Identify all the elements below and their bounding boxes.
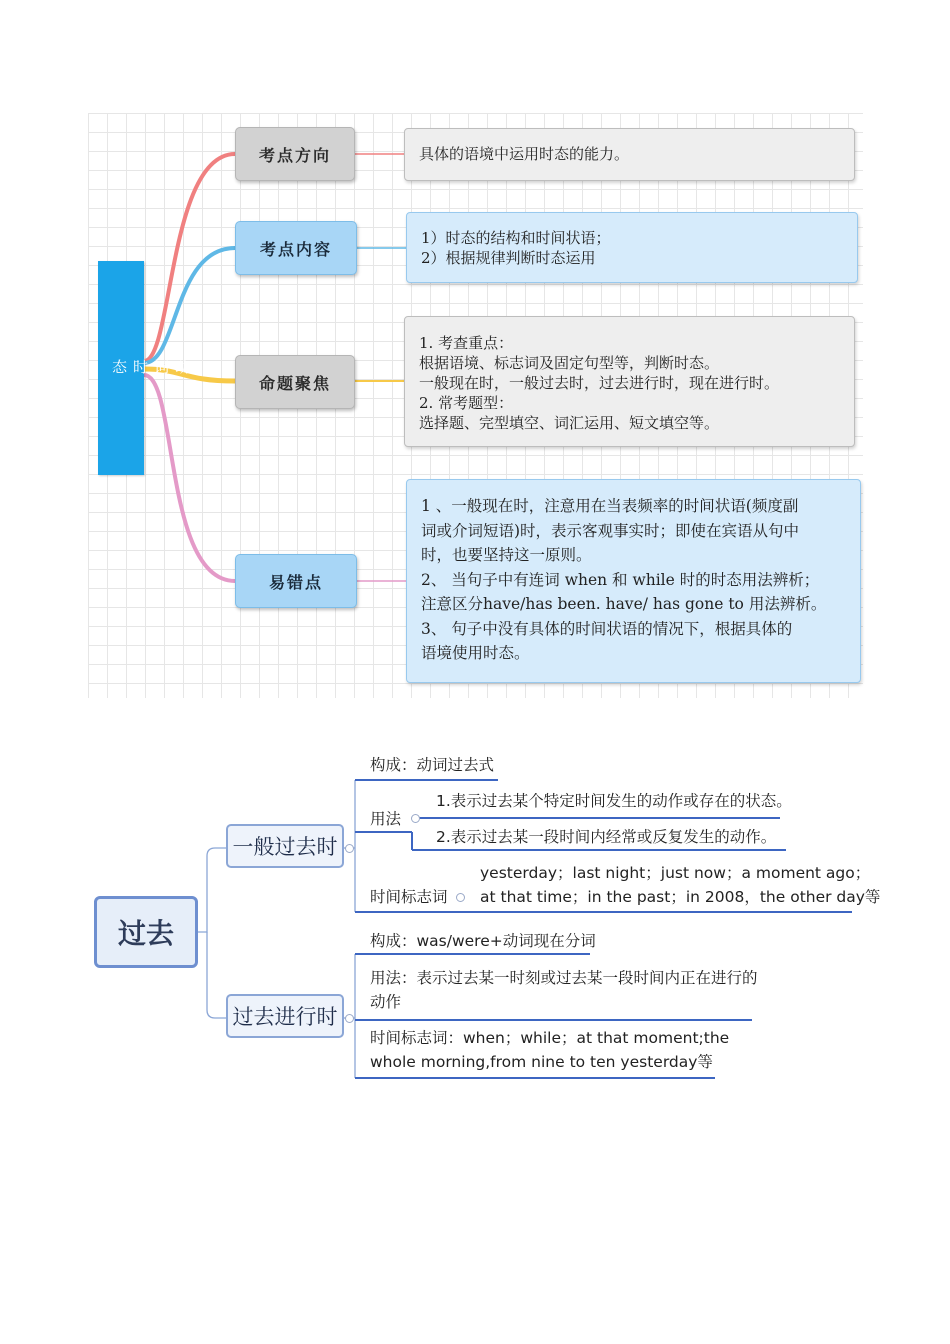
branch-common-mistakes: 易错点	[235, 554, 357, 608]
detail-box-mistakes	[406, 479, 861, 683]
simple-past-markers-1: yesterday；last night；just now；a moment ago；	[480, 864, 871, 882]
simple-past-usage-2: 2.表示过去某一段时间内经常或反复发生的动作。	[436, 828, 777, 846]
collapse-toggle-icon	[411, 814, 420, 823]
root-node-tense-exam: 动 词 时 态 考 点	[98, 261, 144, 475]
branch-simple-past: 一般过去时	[226, 824, 344, 868]
detail-line: 词或介词短语)时，表示客观事实时；即使在宾语从句中	[421, 521, 800, 540]
detail-line: 一般现在时，一般过去时，过去进行时，现在进行时。	[419, 374, 780, 392]
simple-past-markers-2: at that time；in the past；in 2008，the other day等	[480, 888, 881, 906]
detail-line: 1. 考查重点：	[419, 334, 514, 352]
detail-box-focus	[404, 316, 855, 447]
detail-line: 时，也要坚持这一原则。	[421, 546, 592, 564]
collapse-toggle-icon	[456, 893, 465, 902]
collapse-toggle-icon	[345, 1014, 354, 1023]
tense-exam-mindmap	[50, 113, 863, 698]
detail-line: 注意区分have/has been. have/ has gone to 用法辨析。	[421, 595, 827, 613]
branch-past-continuous: 过去进行时	[226, 994, 344, 1038]
simple-past-usage-label: 用法	[370, 810, 402, 828]
detail-box-direction	[404, 128, 855, 181]
detail-line: 根据语境、标志词及固定句型等，判断时态。	[419, 354, 720, 372]
detail-line: 2、 当句子中有连词 when 和 while 时的时态用法辨析；	[421, 570, 820, 589]
past-tense-mindmap	[0, 740, 950, 1100]
detail-line: 语境使用时态。	[421, 644, 530, 662]
simple-past-usage-1: 1.表示过去某个特定时间发生的动作或存在的状态。	[436, 792, 792, 810]
detail-line: 1 、一般现在时，注意用在当表频率的时间状语(频度副	[421, 497, 799, 515]
detail-line: 2. 常考题型：	[419, 394, 514, 412]
collapse-toggle-icon	[345, 844, 354, 853]
past-continuous-markers-2: whole morning,from nine to ten yesterday等	[370, 1053, 713, 1071]
past-continuous-form: 构成：was/were+动词现在分词	[370, 932, 596, 950]
branch-exam-content: 考点内容	[235, 221, 357, 275]
past-continuous-usage-1: 用法：表示过去某一时刻或过去某一段时间内正在进行的	[370, 969, 758, 987]
detail-line: 具体的语境中运用时态的能力。	[419, 145, 630, 163]
detail-line: 1）时态的结构和时间状语；	[421, 229, 611, 247]
detail-box-content	[406, 212, 858, 283]
detail-line: 2）根据规律判断时态运用	[421, 249, 596, 267]
simple-past-markers-label: 时间标志词	[370, 888, 448, 906]
simple-past-form: 构成：动词过去式	[370, 756, 495, 774]
past-continuous-usage-2: 动作	[370, 993, 402, 1011]
root-node-past: 过去	[94, 896, 198, 968]
past-continuous-markers-1: 时间标志词：when；while；at that moment;the	[370, 1029, 730, 1047]
detail-line: 3、 句子中没有具体的时间状语的情况下，根据具体的	[421, 619, 793, 638]
branch-topic-focus: 命题聚焦	[235, 355, 355, 409]
detail-line: 选择题、完型填空、词汇运用、短文填空等。	[419, 414, 720, 432]
branch-exam-direction: 考点方向	[235, 127, 355, 181]
